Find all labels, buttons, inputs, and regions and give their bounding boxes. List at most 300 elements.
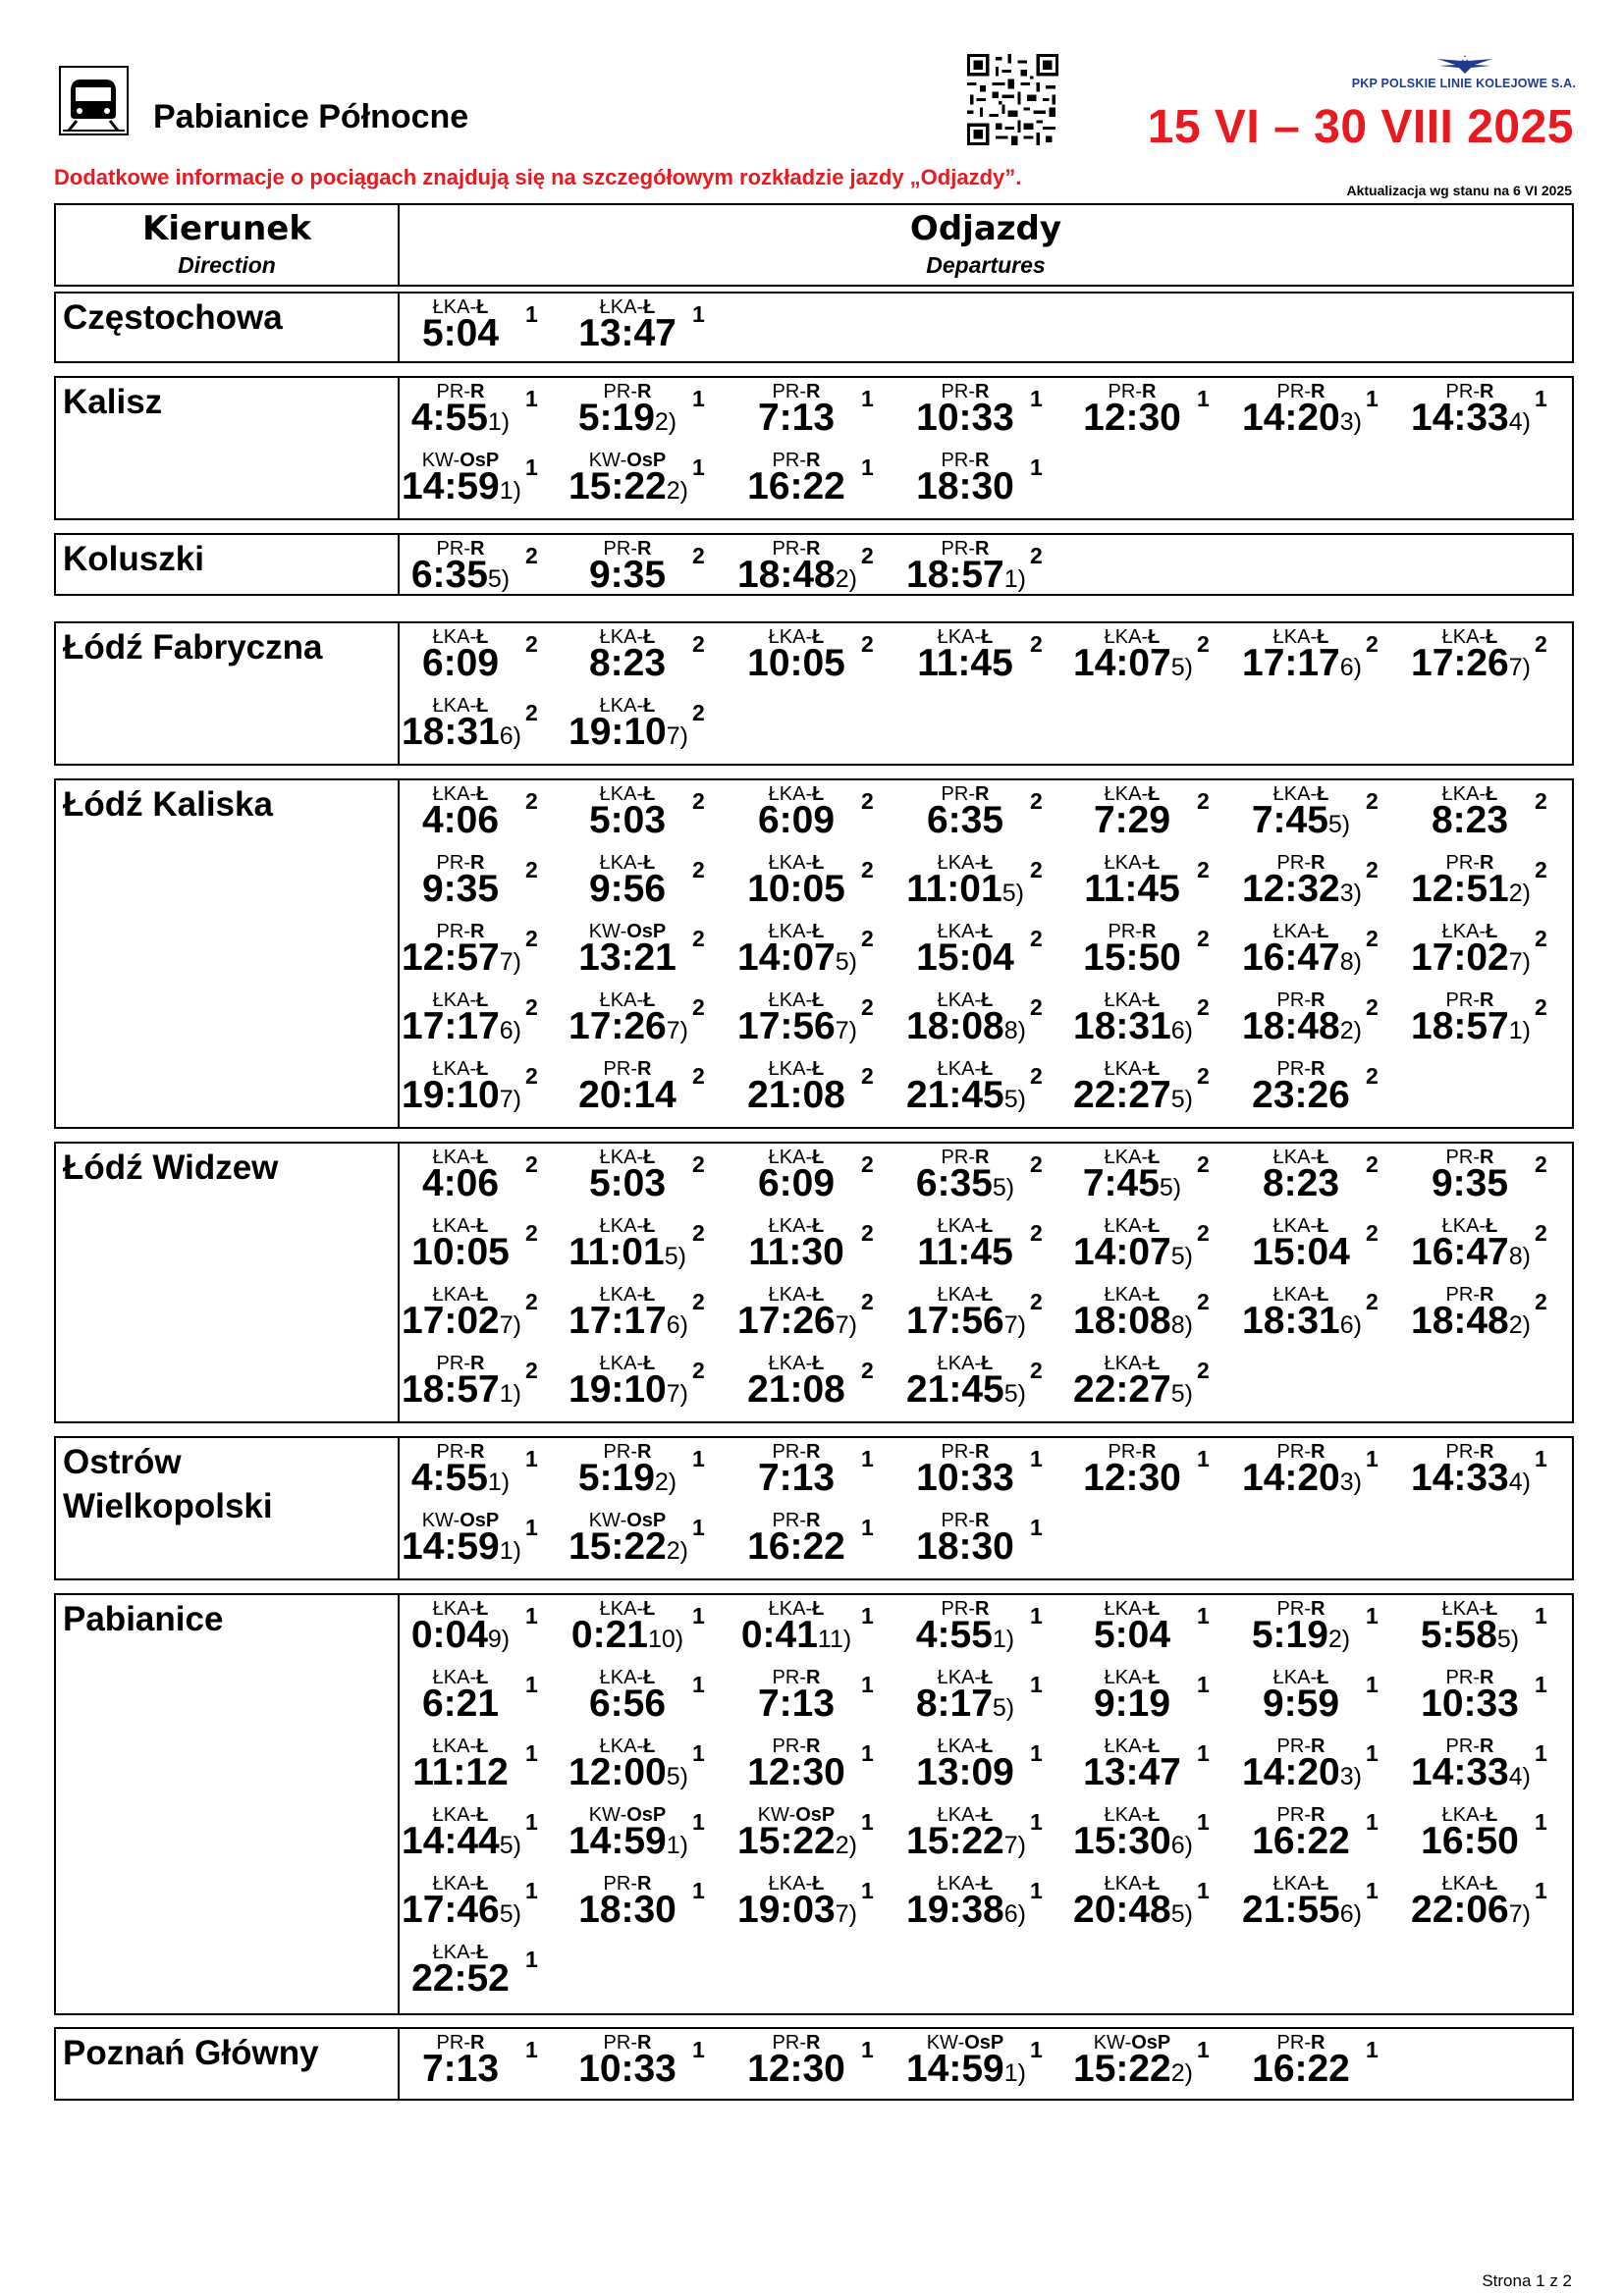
departure-time — [906, 1300, 1024, 1343]
departure-cell — [402, 695, 573, 764]
departure-cell — [402, 1804, 573, 1873]
footnote-marker: 6) — [666, 1311, 688, 1339]
platform-number: 1 — [692, 386, 705, 411]
carrier-code: Ł — [1486, 1598, 1498, 1620]
departure-cell — [1242, 989, 1414, 1058]
departure-cell — [568, 852, 740, 921]
departure-time — [906, 465, 1024, 508]
departure-cell — [568, 1147, 740, 1215]
departure-cell — [1411, 1441, 1583, 1510]
departure-time-value: 14:20 — [1242, 397, 1340, 439]
platform-number: 1 — [1366, 1878, 1379, 1903]
departure-time-value: 21:45 — [906, 1368, 1004, 1411]
departure-time-value: 15:04 — [1252, 1231, 1350, 1273]
footnote-marker: 6) — [1339, 1311, 1362, 1339]
departure-time — [906, 397, 1024, 440]
departure-time-value: 12:57 — [402, 936, 500, 979]
carrier-code: Ł — [812, 1147, 825, 1168]
departure-time — [568, 868, 686, 911]
departure-time — [906, 1751, 1024, 1794]
carrier-prefix: PR- — [1276, 1058, 1311, 1080]
departure-cell — [1242, 783, 1414, 852]
platform-number: 1 — [861, 386, 874, 411]
platform-number: 1 — [692, 1809, 705, 1835]
departure-time-value: 4:06 — [421, 799, 500, 841]
platform-number: 2 — [1197, 1289, 1210, 1314]
carrier-code: R — [1480, 1441, 1494, 1463]
carrier-prefix: PR- — [772, 1667, 806, 1688]
carrier-code: Ł — [981, 1735, 994, 1757]
departure-cell — [906, 1510, 1078, 1578]
departure-time — [1411, 642, 1529, 685]
carrier-code: Ł — [476, 1147, 489, 1168]
departure-time — [906, 1231, 1024, 1274]
carrier-code: R — [1311, 381, 1325, 402]
departure-cell — [402, 1147, 573, 1215]
departure-time-value: 4:55 — [915, 1614, 993, 1656]
carrier-code: R — [1311, 852, 1325, 874]
departure-time — [737, 1005, 855, 1048]
carrier-code: Ł — [476, 1804, 489, 1826]
carrier-code: R — [1311, 1058, 1325, 1080]
departure-time — [402, 1751, 519, 1794]
departure-time — [402, 1005, 519, 1048]
carrier-prefix: PR- — [603, 2032, 637, 2054]
departure-cell — [402, 1510, 573, 1578]
departure-cell — [737, 1667, 909, 1735]
carrier-prefix: ŁKA- — [937, 1353, 982, 1374]
departure-time-value: 5:03 — [588, 799, 667, 841]
platform-number: 1 — [525, 2037, 538, 2062]
carrier-code: Ł — [981, 1215, 994, 1237]
carrier-prefix: PR- — [941, 538, 975, 560]
departure-cell — [737, 450, 909, 518]
departure-time-value: 15:22 — [1073, 2048, 1171, 2090]
departure-time-value: 18:57 — [402, 1368, 500, 1411]
footnote-marker: 6) — [1170, 1832, 1193, 1859]
departure-time — [1242, 397, 1360, 440]
departure-cell — [906, 852, 1078, 921]
carrier-prefix: PR- — [772, 1510, 806, 1531]
footnote-marker: 7) — [1003, 1832, 1026, 1859]
carrier-prefix: PR- — [1445, 1441, 1480, 1463]
footnote-marker: 5) — [835, 948, 857, 976]
footnote-marker: 6) — [1003, 1900, 1026, 1928]
departure-time — [568, 936, 686, 980]
departure-cell — [568, 626, 740, 695]
platform-number: 2 — [525, 1220, 538, 1246]
platform-number: 1 — [1197, 1672, 1210, 1697]
departure-cell — [737, 626, 909, 695]
departure-time-value: 16:47 — [1242, 936, 1340, 979]
departure-time-value: 11:30 — [748, 1231, 844, 1273]
carrier-code: R — [806, 381, 821, 402]
departure-time-value: 20:48 — [1073, 1889, 1171, 1931]
departure-time-value: 10:05 — [411, 1231, 510, 1273]
carrier-code: OsP — [1131, 2032, 1171, 2054]
carrier-code: Ł — [1148, 1804, 1161, 1826]
carrier-prefix: ŁKA- — [937, 1058, 982, 1080]
departure-cell — [1411, 783, 1583, 852]
departure-time — [568, 312, 686, 355]
departure-time — [1073, 1005, 1191, 1048]
departure-time — [906, 1457, 1024, 1500]
departure-time-value: 7:13 — [421, 2048, 500, 2090]
platform-number: 2 — [861, 1063, 874, 1089]
departure-time — [906, 1525, 1024, 1569]
departure-time — [568, 1457, 686, 1500]
departure-cell — [1242, 1804, 1414, 1873]
carrier-code: Ł — [812, 1353, 825, 1374]
footnote-marker: 8) — [1003, 1017, 1026, 1044]
departure-time — [737, 799, 855, 842]
carrier-prefix: PR- — [1445, 381, 1480, 402]
departure-cell — [906, 1804, 1078, 1873]
departure-time — [402, 1682, 519, 1726]
platform-number: 2 — [692, 1289, 705, 1314]
platform-number: 1 — [1535, 1809, 1547, 1835]
footnote-marker: 5) — [992, 1694, 1015, 1722]
carrier-prefix: ŁKA- — [1272, 626, 1318, 648]
carrier-code: R — [637, 2032, 652, 2054]
carrier-code: Ł — [476, 695, 489, 717]
footnote-marker: 7) — [666, 722, 688, 750]
departure-cell — [1411, 1804, 1583, 1873]
carrier-code: OsP — [626, 921, 667, 942]
departure-time — [1411, 1005, 1529, 1048]
platform-number: 1 — [525, 386, 538, 411]
departure-time — [1242, 1005, 1360, 1048]
carrier-prefix: ŁKA- — [599, 1735, 644, 1757]
platform-number: 2 — [861, 1151, 874, 1177]
carrier-prefix: KW- — [588, 921, 627, 942]
departure-time — [568, 711, 686, 754]
departure-cell — [737, 538, 909, 607]
departure-time — [1073, 397, 1191, 440]
footnote-marker: 2) — [654, 408, 677, 436]
carrier-prefix: PR- — [436, 1353, 470, 1374]
footnote-marker: 7) — [666, 1017, 688, 1044]
carrier-code: Ł — [1148, 1598, 1161, 1620]
column-divider — [398, 1595, 400, 2013]
platform-number: 2 — [692, 1151, 705, 1177]
departure-cell — [1242, 921, 1414, 989]
platform-number: 1 — [1030, 1603, 1043, 1629]
carrier-prefix: ŁKA- — [1104, 989, 1149, 1011]
departure-cell — [1073, 1667, 1245, 1735]
carrier-prefix: PR- — [941, 1598, 975, 1620]
footnote-marker: 4) — [1508, 1468, 1531, 1496]
departure-cell — [402, 538, 573, 607]
departure-cell — [906, 1735, 1078, 1804]
carrier-code: R — [975, 450, 990, 471]
departure-time — [568, 1889, 686, 1932]
departure-cell — [402, 921, 573, 989]
departure-cell — [1073, 783, 1245, 852]
departure-cell — [737, 381, 909, 450]
departure-cell — [737, 1284, 909, 1353]
footnote-marker: 5) — [1170, 1243, 1193, 1270]
platform-number: 1 — [1366, 386, 1379, 411]
departure-time — [737, 1074, 855, 1117]
departure-time-value: 7:29 — [1093, 799, 1171, 841]
carrier-prefix: ŁKA- — [432, 1735, 477, 1757]
departure-cell — [906, 1598, 1078, 1667]
platform-number: 1 — [525, 454, 538, 480]
carrier-prefix: ŁKA- — [937, 921, 982, 942]
carrier-code: Ł — [476, 1215, 489, 1237]
direction-header — [56, 205, 398, 279]
carrier-code: R — [975, 1441, 990, 1463]
departure-time — [1073, 1820, 1191, 1863]
departure-time — [1073, 1751, 1191, 1794]
departure-time — [402, 465, 519, 508]
departure-cell — [1073, 381, 1245, 450]
platform-number: 1 — [1535, 1446, 1547, 1471]
platform-number: 2 — [1030, 543, 1043, 568]
qr-code-icon — [967, 54, 1058, 145]
departure-cell — [568, 450, 740, 518]
carrier-prefix: ŁKA- — [937, 1284, 982, 1306]
departure-time-value: 18:08 — [1073, 1300, 1171, 1342]
carrier-code: R — [975, 1510, 990, 1531]
carrier-prefix: ŁKA- — [768, 1873, 813, 1895]
departure-time-value: 14:20 — [1242, 1457, 1340, 1499]
destination-name: Ostrów Wielkopolski — [63, 1443, 273, 1525]
footnote-marker: 7) — [1003, 1311, 1026, 1339]
carrier-prefix: PR- — [1445, 852, 1480, 874]
departure-time — [1411, 936, 1529, 980]
departure-cell — [1242, 1735, 1414, 1804]
departure-time-value: 15:22 — [568, 1525, 667, 1568]
carrier-prefix: ŁKA- — [937, 989, 982, 1011]
departure-time-value: 18:48 — [737, 554, 836, 596]
departure-cell — [1411, 626, 1583, 695]
departure-time-value: 5:19 — [1251, 1614, 1328, 1656]
departure-cell — [1073, 1804, 1245, 1873]
departure-time — [906, 1889, 1024, 1932]
platform-number: 2 — [1366, 994, 1379, 1020]
departure-time — [1242, 642, 1360, 685]
departure-cell — [906, 2032, 1078, 2101]
carrier-code: R — [470, 381, 485, 402]
platform-number: 2 — [1030, 788, 1043, 814]
departure-time — [737, 1889, 855, 1932]
platform-number: 1 — [1030, 1515, 1043, 1540]
departure-cell — [737, 1441, 909, 1510]
departure-time — [906, 868, 1024, 911]
carrier-prefix: PR- — [1276, 381, 1311, 402]
carrier-code: R — [1480, 852, 1494, 874]
departure-cell — [568, 783, 740, 852]
carrier-prefix: ŁKA- — [768, 989, 813, 1011]
departure-time-value: 11:45 — [1084, 868, 1180, 910]
departure-cell — [402, 626, 573, 695]
footnote-marker: 1) — [666, 1832, 688, 1859]
departure-cell — [402, 381, 573, 450]
departure-time — [1073, 1889, 1191, 1932]
carrier-prefix: ŁKA- — [1104, 1147, 1149, 1168]
carrier-code: R — [975, 538, 990, 560]
platform-number: 2 — [1030, 994, 1043, 1020]
departure-time-value: 21:55 — [1242, 1889, 1340, 1931]
departure-time-value: 16:22 — [747, 465, 845, 507]
platform-number: 2 — [525, 1151, 538, 1177]
platform-number: 2 — [525, 631, 538, 657]
departure-time-value: 18:48 — [1242, 1005, 1340, 1047]
footnote-marker: 3) — [1339, 1763, 1362, 1790]
platform-number: 2 — [525, 926, 538, 951]
departure-time-value: 15:50 — [1083, 936, 1181, 979]
departure-time-value: 11:12 — [412, 1751, 509, 1793]
departure-time-value: 20:14 — [578, 1074, 676, 1116]
carrier-code: Ł — [643, 1667, 656, 1688]
departure-time — [1242, 1682, 1360, 1726]
carrier-prefix: ŁKA- — [1441, 783, 1487, 805]
footnote-marker: 5) — [1003, 1086, 1026, 1113]
footnote-marker: 7) — [499, 948, 521, 976]
departure-time — [402, 1457, 519, 1500]
platform-number: 2 — [1535, 857, 1547, 882]
departure-time — [1411, 1614, 1529, 1657]
departure-time-value: 19:10 — [402, 1074, 500, 1116]
carrier-code: R — [637, 1873, 652, 1895]
destination-name: Pabianice — [63, 1600, 224, 1638]
carrier-code: Ł — [476, 1873, 489, 1895]
platform-number: 2 — [1197, 1063, 1210, 1089]
carrier-code: R — [806, 450, 821, 471]
footnote-marker: 7) — [1508, 948, 1531, 976]
departure-time-value: 17:02 — [402, 1300, 500, 1342]
carrier-prefix: PR- — [1276, 1441, 1311, 1463]
carrier-code: R — [806, 538, 821, 560]
departure-time-value: 15:04 — [916, 936, 1014, 979]
carrier-prefix: PR- — [1276, 1735, 1311, 1757]
carrier-prefix: PR- — [1445, 989, 1480, 1011]
footnote-marker: 1) — [1508, 1017, 1531, 1044]
departure-time — [737, 1368, 855, 1412]
departure-cell — [906, 989, 1078, 1058]
departure-time-value: 17:17 — [402, 1005, 500, 1047]
departure-cell — [1411, 1284, 1583, 1353]
carrier-code: Ł — [1148, 1353, 1161, 1374]
platform-number: 1 — [1197, 1878, 1210, 1903]
carrier-code: Ł — [1148, 1215, 1161, 1237]
platform-number: 2 — [861, 1220, 874, 1246]
footnote-marker: 1) — [1003, 2059, 1026, 2087]
departure-time-value: 10:33 — [1421, 1682, 1519, 1725]
departure-time — [402, 397, 519, 440]
carrier-prefix: PR- — [772, 2032, 806, 2054]
departure-time — [906, 642, 1024, 685]
carrier-code: Ł — [1148, 1058, 1161, 1080]
carrier-prefix: ŁKA- — [599, 1284, 644, 1306]
departure-cell — [568, 1804, 740, 1873]
departure-cell — [1073, 626, 1245, 695]
departure-time-value: 22:52 — [411, 1957, 510, 2000]
carrier-code: Ł — [643, 695, 656, 717]
carrier-prefix: ŁKA- — [1272, 921, 1318, 942]
carrier-prefix: ŁKA- — [1441, 1215, 1487, 1237]
departure-time — [568, 1300, 686, 1343]
carrier-code: R — [1480, 1284, 1494, 1306]
carrier-code: Ł — [476, 1058, 489, 1080]
platform-number: 1 — [692, 301, 705, 327]
carrier-prefix: PR- — [1108, 381, 1142, 402]
departure-cell — [568, 1510, 740, 1578]
carrier-code: R — [1311, 1598, 1325, 1620]
column-divider — [398, 535, 400, 594]
carrier-prefix: PR- — [1445, 1667, 1480, 1688]
departure-time-value: 21:08 — [747, 1368, 845, 1411]
departure-cell — [1073, 1873, 1245, 1942]
departure-time-value: 14:33 — [1411, 397, 1509, 439]
carrier-prefix: ŁKA- — [1104, 1284, 1149, 1306]
footnote-marker: 5) — [664, 1243, 686, 1270]
departure-time-value: 0:21 — [570, 1614, 648, 1656]
carrier-prefix: PR- — [772, 381, 806, 402]
carrier-prefix: KW- — [421, 1510, 460, 1531]
departure-time-value: 14:59 — [568, 1820, 667, 1862]
carrier-prefix: PR- — [603, 1058, 637, 1080]
carrier-code: Ł — [643, 1353, 656, 1374]
departure-time-value: 5:58 — [1420, 1614, 1497, 1656]
destination-name: Łódź Kaliska — [63, 785, 273, 824]
footnote-marker: 5) — [1001, 880, 1024, 907]
departure-cell — [568, 538, 740, 607]
departure-time — [1242, 1889, 1360, 1932]
departure-cell — [906, 1215, 1078, 1284]
carrier-code: Ł — [1148, 852, 1161, 874]
carrier-code: R — [1142, 1441, 1157, 1463]
departure-time — [402, 1074, 519, 1117]
departure-cell — [737, 1873, 909, 1942]
departure-time — [1073, 1300, 1191, 1343]
carrier-prefix: ŁKA- — [768, 1058, 813, 1080]
departure-cell — [906, 1058, 1078, 1127]
table-header — [54, 203, 1574, 287]
carrier-code: Ł — [812, 1284, 825, 1306]
carrier-prefix: ŁKA- — [937, 1667, 982, 1688]
platform-number: 2 — [692, 631, 705, 657]
carrier-prefix: ŁKA- — [599, 989, 644, 1011]
carrier-code: Ł — [1148, 1735, 1161, 1757]
platform-number: 2 — [1535, 994, 1547, 1020]
departure-cell — [402, 1441, 573, 1510]
carrier-code: OsP — [626, 450, 667, 471]
departure-time-value: 7:13 — [757, 1457, 836, 1499]
departure-cell — [737, 1058, 909, 1127]
carrier-prefix: PR- — [436, 2032, 470, 2054]
departure-time — [568, 1368, 686, 1412]
departure-time-value: 13:47 — [578, 312, 676, 354]
departure-time-value: 18:08 — [906, 1005, 1004, 1047]
carrier-prefix: ŁKA- — [599, 1147, 644, 1168]
departure-cell — [1242, 1598, 1414, 1667]
departure-time-value: 6:56 — [588, 1682, 667, 1725]
departure-time-value: 16:47 — [1411, 1231, 1509, 1273]
carrier-prefix: PR- — [603, 381, 637, 402]
departure-time — [568, 642, 686, 685]
footnote-marker: 2) — [666, 1537, 688, 1565]
footnote-marker: 3) — [1339, 1468, 1362, 1496]
departure-time — [906, 1368, 1024, 1412]
platform-number: 1 — [1197, 2037, 1210, 2062]
platform-number: 1 — [1030, 386, 1043, 411]
platform-number: 1 — [1030, 2037, 1043, 2062]
departure-time-value: 13:47 — [1083, 1751, 1181, 1793]
departure-time-value: 12:32 — [1242, 868, 1340, 910]
